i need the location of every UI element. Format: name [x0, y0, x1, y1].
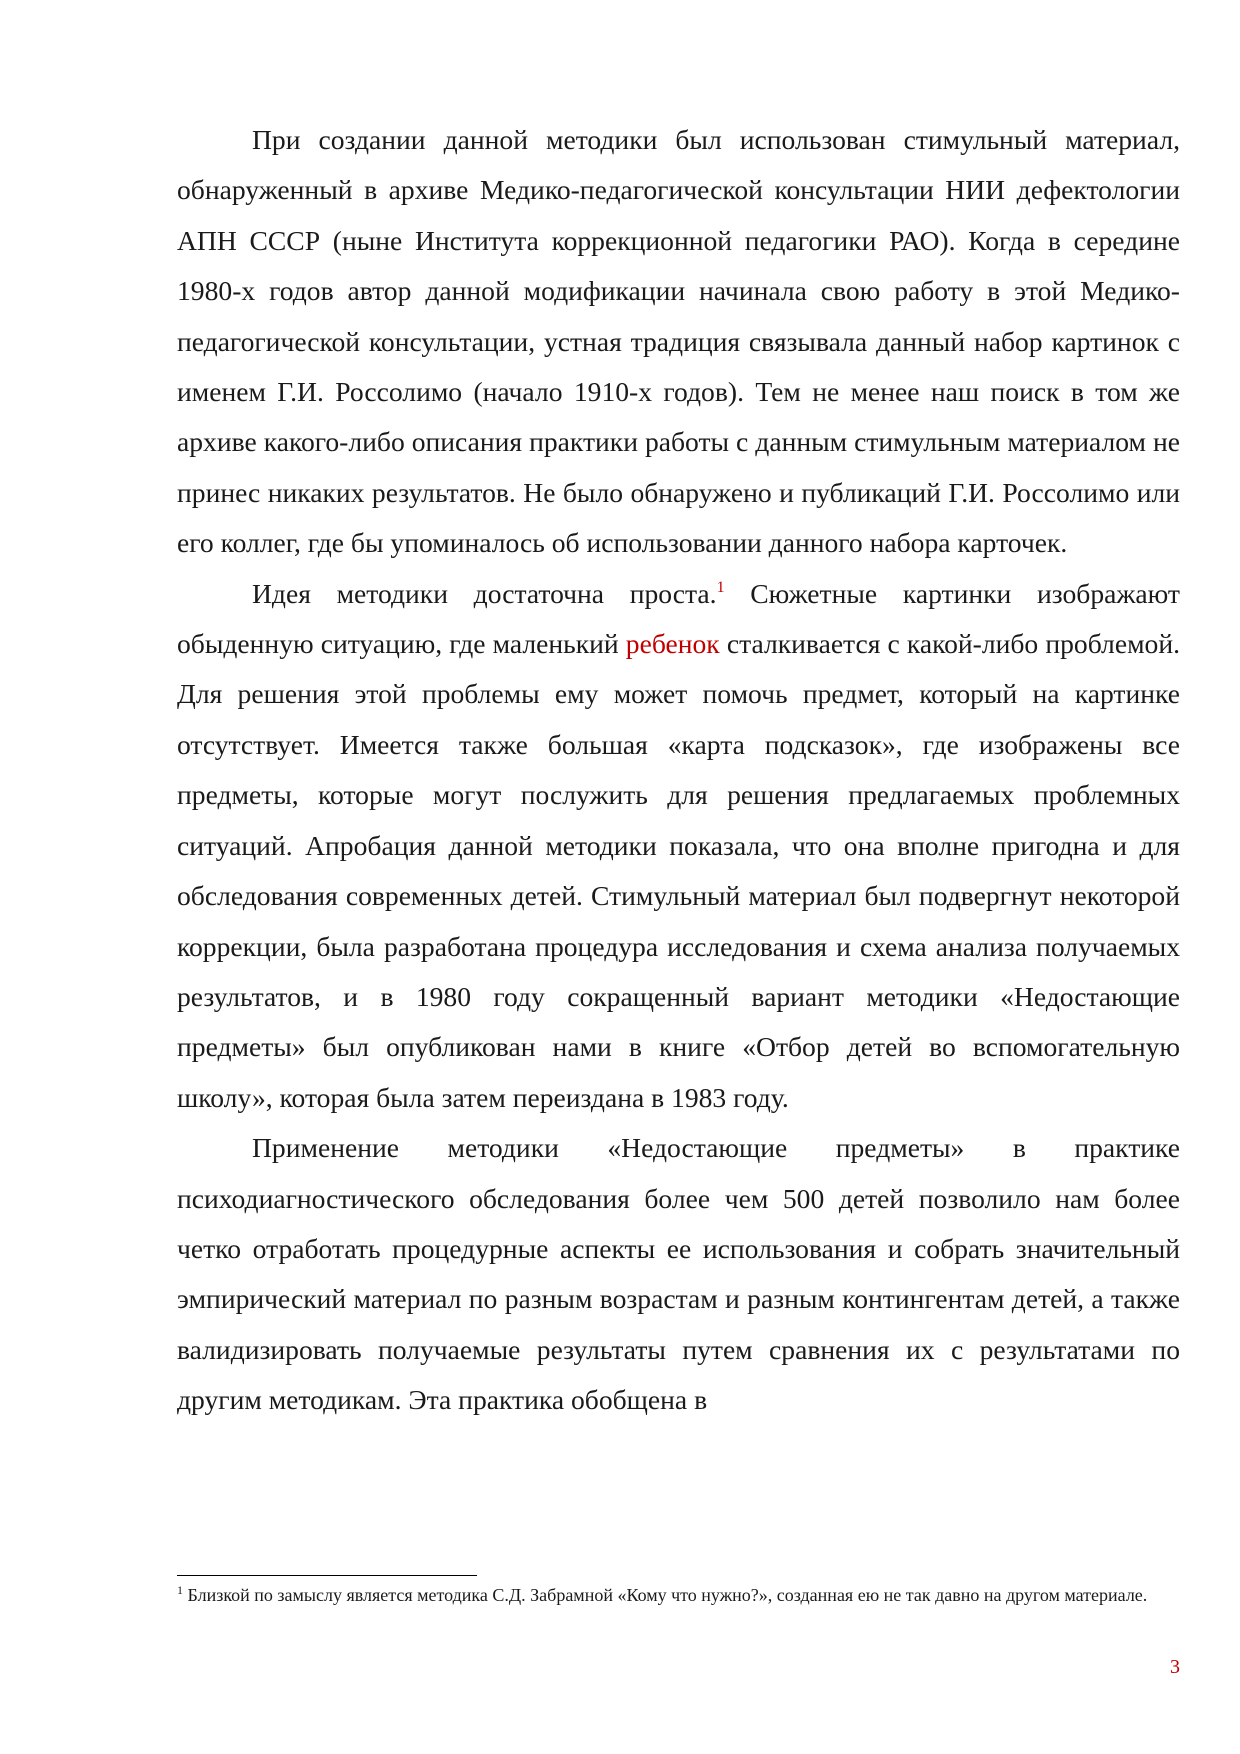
- paragraph-3: [177, 1123, 1180, 1425]
- paragraph-3-text: Применение методики «Недостающие предметы» в практике психодиагностического обследования более чем 500 детей позволило нам более четко отработать процедурные аспекты ее использования и собрать значительный эмпирический материал по разным возрастам и разным контингентам детей, а также валидизировать получаемые результаты путем сравнения их с результатами по другим методикам. Эта практика обобщена в: [177, 1132, 1180, 1416]
- footnote-divider: [177, 1575, 477, 1576]
- paragraph-2-text-c: сталкивается с какой-либо проблемой. Для решения этой проблемы ему может помочь предмет, который на картинке отсутствует. Имеется также большая «карта подсказок», где изображены все предметы, которые могут послужить для решения предлагаемых проблемных ситуаций. Апробация данной методики показала, что она вполне пригодна и для обследования современных детей. Стимульный материал был подвергнут некоторой коррекции, была разработана процедура исследования и схема анализа получаемых результатов, и в 1980 году сокращенный вариант методики «Недостающие предметы» был опубликован нами в книге «Отбор детей во вспомогательную школу», которая была затем переиздана в 1983 году.: [177, 628, 1180, 1113]
- footnote-text: Близкой по замыслу является методика С.Д. Забрамной «Кому что нужно?», созданная ею не так давно на другом материале.: [183, 1585, 1148, 1605]
- paragraph-1-text: При создании данной методики был использован стимульный материал, обнаруженный в архиве Медико-педагогической консультации НИИ дефектологии АПН СССР (ныне Института коррекционной педагогики РАО). Когда в середине 1980-х годов автор данной модификации начинала свою работу в этой Медико-педагогической консультации, устная традиция связывала данный набор картинок с именем Г.И. Россолимо (начало 1910-х годов). Тем не менее наш поиск в том же архиве какого-либо описания практики работы с данным стимульным материалом не принес никаких результатов. Не было обнаружено и публикаций Г.И. Россолимо или его коллег, где бы упоминалось об использовании данного набора карточек.: [177, 124, 1180, 559]
- paragraph-2: [177, 569, 1180, 1123]
- page-number: 3: [1170, 1656, 1180, 1678]
- footnote: [177, 1584, 1180, 1607]
- paragraph-2-text-a: Идея методики достаточна проста.: [252, 577, 717, 609]
- highlighted-word: ребенок: [625, 628, 720, 660]
- paragraph-1: [177, 115, 1180, 569]
- body-text: [177, 115, 1180, 1426]
- footnote-reference[interactable]: 1: [716, 578, 725, 596]
- footnote-number: 1: [177, 1583, 183, 1597]
- paragraph-2-text-b: Сюжетные картинки изображают обыденную ситуацию, где маленький: [177, 577, 1180, 660]
